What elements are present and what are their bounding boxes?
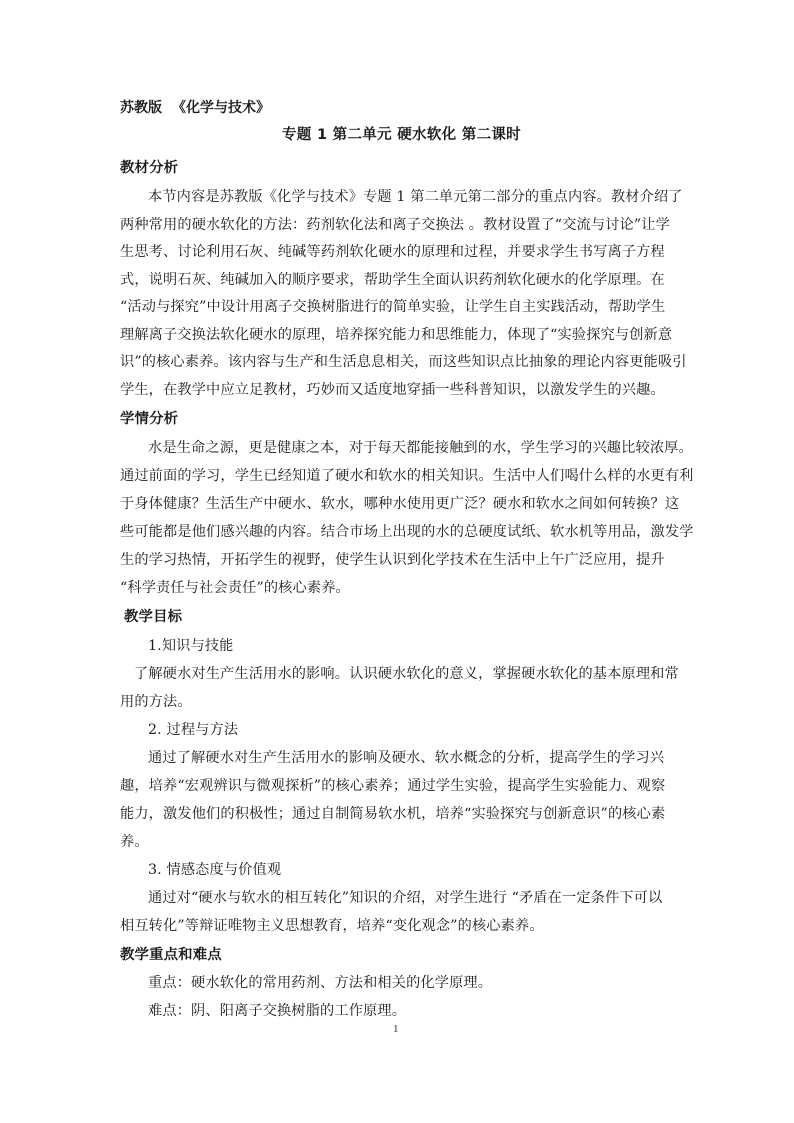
paragraph-line: “科学责任与社会责任”的核心素养。	[120, 580, 350, 596]
paragraph-line: 生的学习热情，开拓学生的视野，使学生认识到化学技术在生活中上午广泛应用，提升	[120, 552, 665, 568]
paragraph-line: 通过了解硬水对生产生活用水的影响及硬水、软水概念的分析，提高学生的学习兴	[148, 750, 665, 766]
paragraph-line: 学生，在教学中应立足教材，巧妙而又适度地穿插一些科普知识，以激发学生的兴趣。	[120, 382, 665, 398]
paragraph-line: 通过前面的学习，学生已经知道了硬水和软水的相关知识。生活中人们喝什么样的水更有利	[120, 468, 694, 484]
paragraph-line: 理解离子交换法软化硬水的原理，培养探究能力和思维能力，体现了“实验探究与创新意	[120, 327, 673, 343]
page-number: 1	[393, 1023, 399, 1035]
paragraph-line: 了解硬水对生产生活用水的影响。认识硬水软化的意义，掌握硬水软化的基本原理和常	[134, 666, 679, 682]
heading-textbook-analysis: 教材分析	[120, 160, 179, 176]
subheading-knowledge-skills: 1.知识与技能	[148, 638, 234, 654]
paragraph-line: 水是生命之源，更是健康之本，对于每天都能接触到的水，学生学习的兴趣比较浓厚。	[148, 440, 693, 456]
heading-key-points: 教学重点和难点	[120, 947, 222, 963]
lesson-title: 专题 1 第二单元 硬水软化 第二课时	[282, 127, 521, 143]
paragraph-line: 趣，培养“宏观辨识与微观探析”的核心素养；通过学生实验，提高学生实验能力、观察	[120, 778, 666, 794]
paragraph-line: 通过对“硬水与软水的相互转化”知识的介绍，对学生进行 “矛盾在一定条件下可以	[148, 890, 663, 906]
publisher-name: 苏教版	[120, 100, 162, 116]
paragraph-line: 养。	[120, 834, 149, 850]
paragraph-line: 些可能都是他们感兴趣的内容。结合市场上出现的水的总硬度试纸、软水机等用品，激发学	[120, 524, 694, 540]
heading-teaching-goals: 教学目标	[124, 609, 183, 625]
paragraph-line: 能力，激发他们的积极性；通过自制简易软水机，培养“实验探究与创新意识”的核心素	[120, 806, 666, 822]
subheading-process-methods: 2. 过程与方法	[148, 722, 239, 738]
paragraph-line: 用的方法。	[120, 694, 192, 710]
heading-student-analysis: 学情分析	[120, 411, 179, 427]
paragraph-line: “活动与探究”中设计用离子交换树脂进行的简单实验，让学生自主实践活动，帮助学生	[120, 299, 666, 315]
paragraph-line: 生思考、讨论利用石灰、纯碱等药剂软化硬水的原理和过程，并要求学生书写离子方程	[120, 244, 665, 260]
book-title: 《化学与技术》	[172, 100, 270, 116]
paragraph-line: 相互转化”等辩证唯物主义思想教育，培养“变化观念”的核心素养。	[120, 918, 544, 934]
difficult-point-line: 难点：阴、阳离子交换树脂的工作原理。	[148, 1003, 407, 1019]
paragraph-line: 两种常用的硬水软化的方法：药剂软化法和离子交换法 。教材设置了“交流与讨论”让学	[120, 217, 670, 233]
paragraph-line: 识”的核心素养。该内容与生产和生活息息相关，而这些知识点比抽象的理论内容更能吸引	[120, 354, 687, 370]
paragraph-line: 式，说明石灰、纯碱加入的顺序要求，帮助学生全面认识药剂软化硬水的化学原理。在	[120, 272, 665, 288]
subheading-emotion-values: 3. 情感态度与价值观	[148, 862, 282, 878]
paragraph-line: 本节内容是苏教版《化学与技术》专题 1 第二单元第二部分的重点内容。教材介绍了	[148, 189, 683, 205]
key-point-line: 重点：硬水软化的常用药剂、方法和相关的化学原理。	[148, 975, 493, 991]
paragraph-line: 于身体健康？生活生产中硬水、软水，哪种水使用更广泛？硬水和软水之间如何转换？这	[120, 496, 680, 512]
publisher-line	[120, 97, 270, 117]
